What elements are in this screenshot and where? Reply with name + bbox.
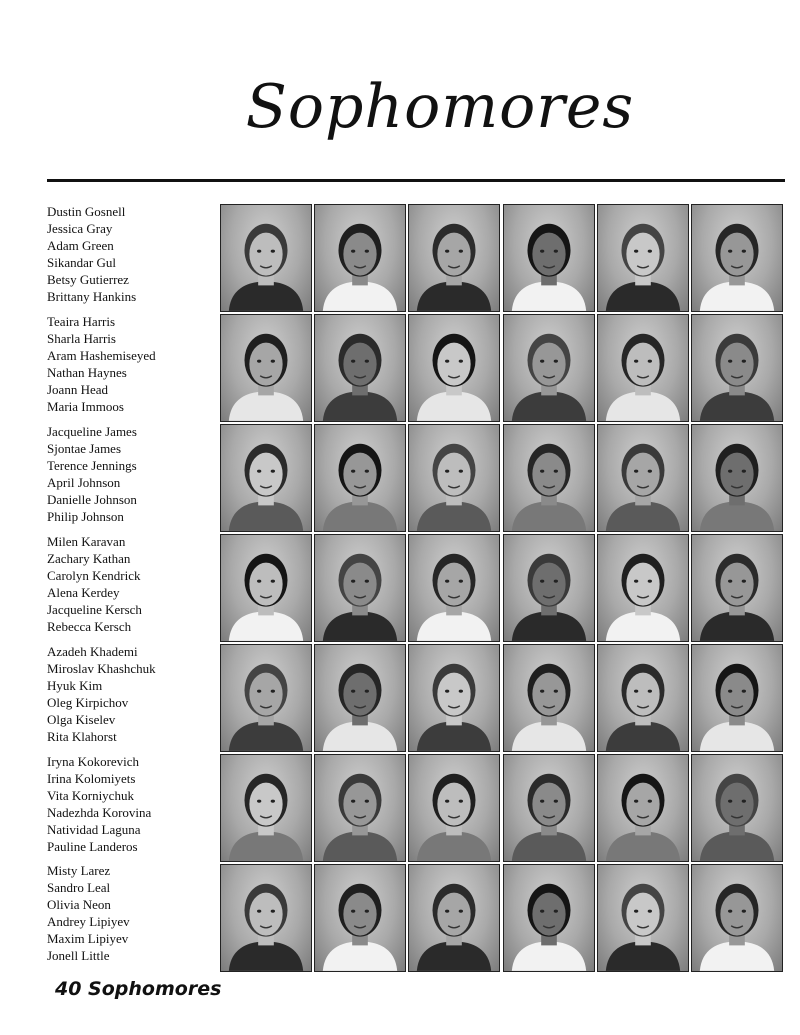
page-footer: 40 Sophomores — [55, 978, 222, 1000]
photo-row-4 — [220, 534, 785, 642]
photo-row-5 — [220, 644, 785, 752]
portrait-silhouette-icon — [315, 535, 405, 641]
student-name: Sharla Harris — [47, 331, 116, 346]
student-name: Iryna Kokorevich — [47, 754, 140, 769]
student-portrait — [220, 204, 312, 312]
student-portrait — [503, 534, 595, 642]
portrait-silhouette-icon — [598, 535, 688, 641]
student-portrait — [220, 864, 312, 972]
student-name: Zachary Kathan — [47, 551, 131, 566]
name-list-row-4 — [47, 533, 217, 635]
portrait-silhouette-icon — [221, 755, 311, 861]
student-portrait — [220, 534, 312, 642]
student-portrait — [691, 644, 783, 752]
portrait-silhouette-icon — [315, 865, 405, 971]
student-name: Jessica Gray — [47, 221, 113, 236]
student-name: Aram Hashemiseyed — [47, 348, 156, 363]
photo-row-7 — [220, 864, 785, 972]
student-name: Rita Klahorst — [47, 729, 117, 744]
student-name: Misty Larez — [47, 863, 111, 878]
portrait-silhouette-icon — [692, 535, 782, 641]
portrait-silhouette-icon — [409, 535, 499, 641]
portrait-silhouette-icon — [504, 315, 594, 421]
portrait-silhouette-icon — [221, 535, 311, 641]
student-name: Jacqueline James — [47, 424, 137, 439]
student-name: Jonell Little — [47, 948, 110, 963]
photo-row-3 — [220, 424, 785, 532]
portrait-silhouette-icon — [598, 865, 688, 971]
student-portrait — [691, 314, 783, 422]
student-name: Natividad Laguna — [47, 822, 141, 837]
student-portrait — [597, 534, 689, 642]
student-name: Oleg Kirpichov — [47, 695, 129, 710]
student-name: Azadeh Khademi — [47, 644, 138, 659]
portrait-silhouette-icon — [409, 865, 499, 971]
student-name: Vita Korniychuk — [47, 788, 134, 803]
student-name: Nathan Haynes — [47, 365, 127, 380]
student-portrait — [503, 314, 595, 422]
portrait-silhouette-icon — [504, 205, 594, 311]
portrait-silhouette-icon — [504, 425, 594, 531]
student-portrait — [503, 424, 595, 532]
title-divider — [47, 179, 785, 182]
student-name: Sjontae James — [47, 441, 122, 456]
student-name: Jacqueline Kersch — [47, 602, 142, 617]
student-portrait — [314, 424, 406, 532]
portrait-silhouette-icon — [692, 645, 782, 751]
student-portrait — [408, 314, 500, 422]
student-portrait — [408, 204, 500, 312]
photo-row-2 — [220, 314, 785, 422]
student-name: Pauline Landeros — [47, 839, 138, 854]
student-portrait — [597, 754, 689, 862]
student-name: Olga Kiselev — [47, 712, 116, 727]
student-portrait — [503, 644, 595, 752]
student-portrait — [314, 644, 406, 752]
portrait-silhouette-icon — [692, 755, 782, 861]
student-portrait — [220, 754, 312, 862]
page-title: Sophomores — [245, 72, 635, 142]
student-portrait — [597, 644, 689, 752]
portrait-silhouette-icon — [221, 315, 311, 421]
portrait-silhouette-icon — [598, 645, 688, 751]
portrait-silhouette-icon — [692, 315, 782, 421]
student-portrait — [220, 644, 312, 752]
student-portrait — [691, 864, 783, 972]
student-portrait — [408, 534, 500, 642]
portrait-silhouette-icon — [692, 425, 782, 531]
portrait-silhouette-icon — [315, 205, 405, 311]
name-list-row-7 — [47, 862, 217, 964]
student-portrait — [503, 754, 595, 862]
portrait-silhouette-icon — [692, 205, 782, 311]
student-name: Alena Kerdey — [47, 585, 120, 600]
student-name: Olivia Neon — [47, 897, 111, 912]
student-name: Carolyn Kendrick — [47, 568, 141, 583]
student-name: Dustin Gosnell — [47, 204, 126, 219]
name-list-row-2 — [47, 313, 217, 415]
portrait-silhouette-icon — [504, 645, 594, 751]
student-portrait — [314, 754, 406, 862]
photo-row-6 — [220, 754, 785, 862]
name-list-row-5 — [47, 643, 217, 745]
student-portrait — [691, 534, 783, 642]
portrait-silhouette-icon — [504, 865, 594, 971]
student-portrait — [408, 864, 500, 972]
student-name: Terence Jennings — [47, 458, 137, 473]
student-portrait — [597, 204, 689, 312]
portrait-silhouette-icon — [221, 645, 311, 751]
student-portrait — [503, 864, 595, 972]
student-portrait — [691, 754, 783, 862]
portrait-silhouette-icon — [598, 425, 688, 531]
student-portrait — [220, 314, 312, 422]
portrait-silhouette-icon — [315, 755, 405, 861]
student-portrait — [220, 424, 312, 532]
photo-row-1 — [220, 204, 785, 312]
student-portrait — [691, 204, 783, 312]
portrait-silhouette-icon — [221, 425, 311, 531]
portrait-silhouette-icon — [221, 205, 311, 311]
student-portrait — [314, 204, 406, 312]
portrait-silhouette-icon — [692, 865, 782, 971]
student-name: Miroslav Khashchuk — [47, 661, 156, 676]
student-name: Teaira Harris — [47, 314, 116, 329]
name-list-row-1 — [47, 203, 217, 305]
student-portrait — [314, 534, 406, 642]
portrait-silhouette-icon — [409, 755, 499, 861]
student-name: Philip Johnson — [47, 509, 124, 524]
student-name: Hyuk Kim — [47, 678, 103, 693]
student-name: Rebecca Kersch — [47, 619, 132, 634]
portrait-silhouette-icon — [598, 205, 688, 311]
student-name: Irina Kolomiyets — [47, 771, 136, 786]
portrait-silhouette-icon — [315, 315, 405, 421]
student-name: Danielle Johnson — [47, 492, 137, 507]
student-name: Andrey Lipiyev — [47, 914, 130, 929]
portrait-silhouette-icon — [598, 315, 688, 421]
student-portrait — [408, 424, 500, 532]
student-name: Sandro Leal — [47, 880, 111, 895]
student-name: Sikandar Gul — [47, 255, 116, 270]
portrait-silhouette-icon — [409, 645, 499, 751]
student-name: Milen Karavan — [47, 534, 126, 549]
student-portrait — [597, 314, 689, 422]
student-name: Joann Head — [47, 382, 109, 397]
portrait-silhouette-icon — [315, 645, 405, 751]
student-name: Betsy Gutierrez — [47, 272, 129, 287]
portrait-silhouette-icon — [598, 755, 688, 861]
portrait-silhouette-icon — [409, 425, 499, 531]
name-list-row-6 — [47, 753, 217, 855]
student-portrait — [408, 754, 500, 862]
portrait-silhouette-icon — [504, 535, 594, 641]
student-name: Adam Green — [47, 238, 114, 253]
portrait-silhouette-icon — [221, 865, 311, 971]
student-name: Nadezhda Korovina — [47, 805, 152, 820]
student-name: Maria Immoos — [47, 399, 124, 414]
student-portrait — [597, 424, 689, 532]
portrait-silhouette-icon — [409, 315, 499, 421]
student-portrait — [314, 864, 406, 972]
student-name: Maxim Lipiyev — [47, 931, 129, 946]
student-portrait — [314, 314, 406, 422]
portrait-silhouette-icon — [409, 205, 499, 311]
student-name: Brittany Hankins — [47, 289, 137, 304]
student-portrait — [597, 864, 689, 972]
name-list-row-3 — [47, 423, 217, 525]
student-name: April Johnson — [47, 475, 121, 490]
student-portrait — [408, 644, 500, 752]
portrait-silhouette-icon — [504, 755, 594, 861]
student-portrait — [691, 424, 783, 532]
student-portrait — [503, 204, 595, 312]
portrait-silhouette-icon — [315, 425, 405, 531]
